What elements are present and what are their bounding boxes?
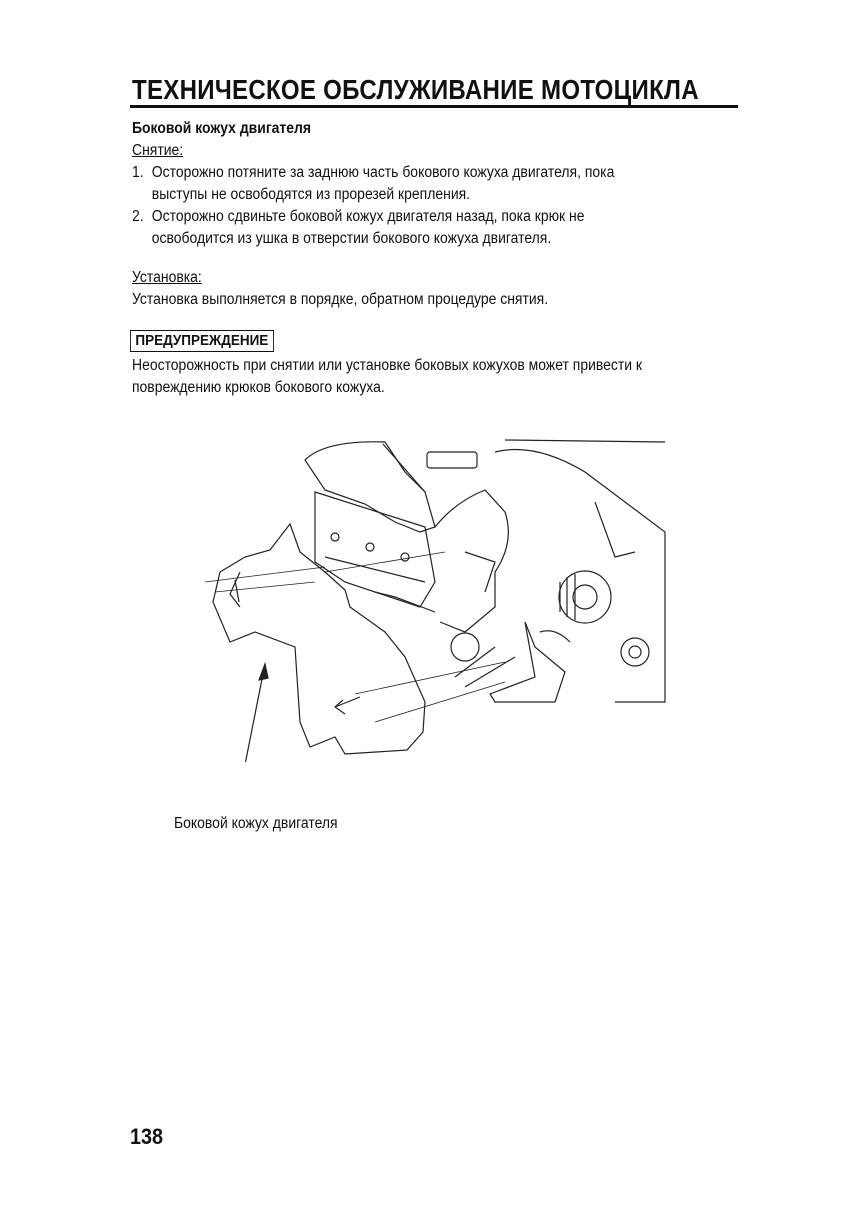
step-1-line-2: выступы не освободятся из прорезей крепления. (151, 186, 471, 203)
step-2 (132, 206, 584, 228)
section-heading: Боковой кожух двигателя (132, 120, 311, 137)
install-label: Установка: (132, 269, 202, 286)
removal-label: Снятие: (132, 142, 184, 159)
alignment-lines (205, 552, 505, 722)
step-2-number: 2. (132, 208, 144, 225)
page-number: 138 (130, 1124, 164, 1149)
title-rule (130, 105, 738, 108)
warning-text-line-1: Неосторожность при снятии или установке боковых кожухов может привести к (132, 357, 643, 374)
page-title: ТЕХНИЧЕСКОЕ ОБСЛУЖИВАНИЕ МОТОЦИКЛА (132, 74, 699, 105)
install-text: Установка выполняется в порядке, обратном процедуре снятия. (132, 291, 549, 308)
figure-caption: Боковой кожух двигателя (174, 815, 338, 832)
callout-arrowhead (259, 664, 268, 680)
step-2-line-1: Осторожно сдвиньте боковой кожух двигателя назад, пока крюк не (151, 208, 585, 225)
engine-side-cover-illustration (195, 432, 675, 762)
warning-label: ПРЕДУПРЕЖДЕНИЕ (130, 330, 274, 352)
step-1 (132, 162, 614, 184)
step-1-line-1: Осторожно потяните за заднюю часть бокового кожуха двигателя, пока (151, 164, 615, 181)
warning-text-line-2: повреждению крюков бокового кожуха. (132, 379, 385, 396)
side-cover-drawing (213, 524, 425, 754)
step-1-number: 1. (132, 164, 144, 181)
step-2-line-2: освободится из ушка в отверстии бокового кожуха двигателя. (151, 230, 552, 247)
engine-block-drawing (305, 440, 665, 702)
